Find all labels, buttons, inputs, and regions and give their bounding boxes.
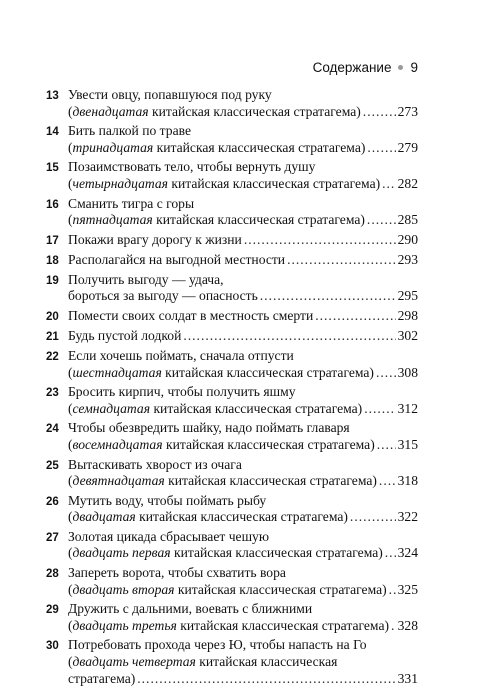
dot-leader (244, 232, 396, 249)
dot-leader (363, 104, 396, 121)
chapter-title: Позаимствовать тело, чтобы вернуть душу (68, 159, 316, 175)
toc-entry[interactable] (46, 457, 418, 490)
chapter-title: Будь пустой лодкой (68, 327, 182, 343)
chapter-subtitle: (двадцать первая китайская классическая стратагема) (68, 545, 383, 561)
table-of-contents (46, 87, 418, 690)
chapter-title: Сманить тигра с горы (68, 195, 195, 211)
toc-entry[interactable] (46, 232, 418, 249)
toc-entry[interactable] (46, 637, 418, 687)
ordinal: восемнадцатая (72, 436, 163, 452)
chapter-subtitle: (двадцать четвертая китайская классическая (68, 654, 338, 670)
dot-leader (385, 545, 396, 562)
chapter-subtitle: (двадцатая китайская классическая стратагема) (68, 509, 348, 525)
running-header (313, 60, 418, 75)
toc-entry[interactable] (46, 87, 418, 120)
chapter-page: 331 (397, 670, 418, 686)
ordinal: четырнадцатая (72, 175, 168, 191)
ordinal: двадцать первая (72, 545, 171, 561)
dot-leader (350, 509, 396, 526)
chapter-number: 20 (46, 310, 59, 323)
chapter-page: 279 (397, 139, 418, 155)
chapter-title: Увести овцу, попавшуюся под руку (68, 87, 272, 102)
toc-entry[interactable] (46, 384, 418, 417)
chapter-title: Помести своих солдат в местность смерти (68, 307, 314, 323)
chapter-page: 295 (397, 288, 418, 304)
chapter-title: Чтобы обезвредить шайку, надо поймать главаря (68, 420, 350, 436)
dot-leader (382, 176, 395, 193)
chapter-page: 308 (397, 364, 418, 380)
chapter-number: 28 (46, 568, 59, 581)
toc-entry[interactable] (46, 529, 418, 562)
dot-leader (389, 582, 396, 599)
chapter-page: 318 (397, 473, 418, 489)
ordinal: семнадцатая (72, 400, 151, 416)
chapter-number: 27 (46, 531, 59, 544)
dot-leader (137, 671, 395, 688)
chapter-number: 17 (46, 234, 59, 247)
chapter-subtitle: (двадцать вторая китайская классическая стратагема) (68, 581, 387, 597)
dot-leader (364, 401, 395, 418)
chapter-title: Золотая цикада сбрасывает чешую (68, 528, 269, 544)
chapter-subtitle: (двадцать третья китайская классическая стратагема) (68, 617, 390, 633)
dot-leader (367, 212, 396, 229)
chapter-title: Запереть ворота, чтобы схватить вора (68, 565, 286, 581)
ordinal: двадцать третья (72, 617, 177, 633)
chapter-number: 23 (46, 387, 59, 400)
chapter-page: 298 (397, 307, 418, 323)
chapter-number: 24 (46, 423, 59, 436)
chapter-subtitle: (семнадцатая китайская классическая стратагема) (68, 400, 363, 416)
toc-entry[interactable] (46, 272, 418, 305)
chapter-title-cont: бороться за выгоду — опасность (68, 288, 258, 304)
chapter-title: Если хочешь поймать, сначала отпусти (68, 347, 294, 363)
ordinal: тринадцатая (72, 139, 154, 155)
toc-entry[interactable] (46, 123, 418, 156)
chapter-page: 282 (397, 175, 418, 191)
chapter-page: 285 (397, 212, 418, 228)
chapter-page: 315 (397, 436, 418, 452)
toc-entry[interactable] (46, 196, 418, 229)
chapter-number: 30 (46, 640, 59, 653)
chapter-page: 322 (397, 509, 418, 525)
toc-entry[interactable] (46, 348, 418, 381)
ordinal: шестнадцатая (72, 364, 162, 380)
chapter-number: 18 (46, 254, 59, 267)
chapter-number: 16 (46, 198, 59, 211)
chapter-title: Покажи врагу дорогу к жизни (68, 231, 242, 247)
chapter-page: 273 (397, 103, 418, 119)
chapter-title: Вытаскивать хворост из очага (68, 456, 242, 472)
ordinal: двенадцатая (72, 103, 149, 119)
chapter-title: Потребовать прохода через Ю, чтобы напасть на Го (68, 637, 367, 653)
chapter-page: 312 (397, 400, 418, 416)
chapter-number: 25 (46, 459, 59, 472)
section-title: Содержание (312, 60, 392, 75)
dot-leader (287, 252, 396, 269)
toc-entry[interactable] (46, 493, 418, 526)
dot-leader (376, 365, 396, 382)
chapter-number: 21 (46, 330, 59, 343)
toc-entry[interactable] (46, 328, 418, 345)
chapter-number: 14 (46, 126, 59, 139)
dot-leader (367, 140, 395, 157)
chapter-number: 22 (46, 350, 59, 363)
dot-leader (183, 328, 395, 345)
chapter-title: Дружить с дальними, воевать с ближними (68, 601, 313, 617)
toc-entry[interactable] (46, 308, 418, 325)
chapter-subtitle: (пятнадцатая китайская классическая стратагема) (68, 212, 365, 228)
dot-leader (391, 618, 396, 635)
ordinal: двадцать четвертая (72, 654, 196, 670)
ordinal: двадцать вторая (72, 581, 175, 597)
dot-leader (379, 473, 396, 490)
chapter-title: Располагайся на выгодной местности (68, 251, 286, 267)
toc-entry[interactable] (46, 565, 418, 598)
bullet-dot-icon (398, 65, 403, 70)
chapter-subtitle: (двенадцатая китайская классическая стратагема) (68, 103, 361, 119)
chapter-title: Получить выгоду — удача, (68, 271, 224, 287)
chapter-subtitle: (восемнадцатая китайская классическая стратагема) (68, 436, 375, 452)
toc-entry[interactable] (46, 252, 418, 269)
chapter-subtitle-cont: стратагема) (68, 670, 136, 686)
chapter-title: Бросить кирпич, чтобы получить яшму (68, 384, 296, 400)
dot-leader (260, 288, 396, 305)
chapter-page: 293 (397, 251, 418, 267)
chapter-number: 26 (46, 495, 59, 508)
chapter-subtitle: (тринадцатая китайская классическая стратагема) (68, 139, 366, 155)
chapter-title: Мутить воду, чтобы поймать рыбу (68, 492, 267, 508)
chapter-subtitle: (четырнадцатая китайская классическая стратагема) (68, 175, 381, 191)
chapter-page: 324 (397, 545, 418, 561)
ordinal: пятнадцатая (72, 212, 153, 228)
chapter-subtitle: (девятнадцатая китайская классическая стратагема) (68, 473, 377, 489)
chapter-number: 29 (46, 604, 59, 617)
ordinal: двадцатая (72, 509, 136, 525)
chapter-number: 19 (46, 274, 59, 287)
chapter-page: 302 (397, 327, 418, 343)
chapter-title: Бить палкой по траве (68, 123, 191, 139)
toc-entry[interactable] (46, 420, 418, 453)
toc-entry[interactable] (46, 159, 418, 192)
chapter-page: 328 (397, 617, 418, 633)
ordinal: девятнадцатая (72, 473, 165, 489)
chapter-page: 290 (397, 231, 418, 247)
chapter-number: 13 (46, 90, 59, 102)
chapter-page: 325 (397, 581, 418, 597)
dot-leader (377, 437, 396, 454)
toc-entry[interactable] (46, 601, 418, 634)
dot-leader (315, 308, 395, 325)
chapter-number: 15 (46, 162, 59, 175)
page-number: 9 (410, 60, 418, 75)
chapter-subtitle: (шестнадцатая китайская классическая стратагема) (68, 364, 374, 380)
